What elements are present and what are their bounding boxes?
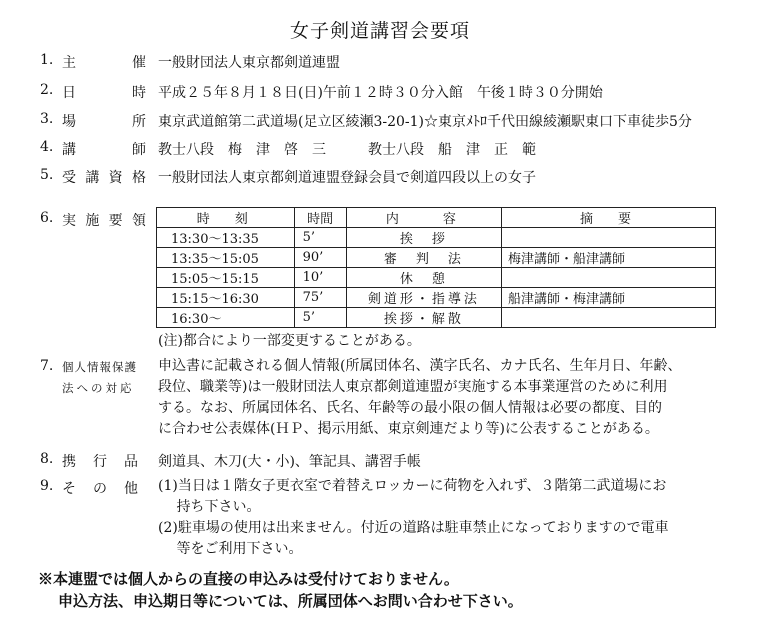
cell-minutes: 10’ <box>294 268 346 288</box>
cell-time: 15:05～15:15 <box>157 268 295 288</box>
item-label: そ の 他 <box>62 481 138 497</box>
cell-time: 16:30～ <box>157 308 295 328</box>
item-number: 7. <box>40 358 54 374</box>
other-notes: (1)当日は１階女子更衣室で着替えロッカーに荷物を入れず、３階第二武道場にお 持ち下さい。 (2)駐車場の使用は出来ません。付近の道路は駐車禁止になっておりますので電車 等をご利用下さい。 <box>158 478 669 557</box>
cell-content: 休 憩 <box>346 268 501 288</box>
cell-minutes: 5’ <box>294 228 346 248</box>
schedule-row <box>157 288 716 308</box>
item-label: 日 時 <box>62 85 146 101</box>
item-value: 平成２５年８月１８日(日)午前１２時３０分入館 午後１時３０分開始 <box>158 85 603 101</box>
belongings-value: 剣道具、木刀(大・小)、筆記具、講習手帳 <box>158 454 421 470</box>
item-value: 教士八段 梅 津 啓 三 教士八段 船 津 正 範 <box>158 142 536 158</box>
schedule-row <box>157 248 716 268</box>
cell-time: 13:35～15:05 <box>157 248 295 268</box>
schedule-row <box>157 268 716 288</box>
schedule-footnote: (注)都合により一部変更することがある。 <box>158 333 421 349</box>
cell-note <box>502 268 716 288</box>
header-time: 時 刻 <box>157 208 295 228</box>
item-number: 3. <box>40 111 54 127</box>
header-minutes: 時間 <box>294 208 346 228</box>
item-label: 受 講 資 格 <box>62 170 146 186</box>
item-value: 一般財団法人東京都剣道連盟 <box>158 55 340 71</box>
cell-note <box>502 308 716 328</box>
cell-note <box>502 228 716 248</box>
item-number: 9. <box>40 478 54 494</box>
item-label: 主 催 <box>62 55 146 71</box>
item-number: 1. <box>40 52 54 68</box>
item-label: 場 所 <box>62 114 146 130</box>
item-number: 2. <box>40 82 54 98</box>
item-value: 一般財団法人東京都剣道連盟登録会員で剣道四段以上の女子 <box>158 170 536 186</box>
item-label-line: 個人情報保護 <box>62 360 137 374</box>
schedule-row <box>157 228 716 248</box>
cell-content: 挨拶・解散 <box>346 308 501 328</box>
item-label-line: 法への対応 <box>62 381 135 395</box>
item-number: 8. <box>40 451 54 467</box>
privacy-text: 申込書に記載される個人情報(所属団体名、漢字氏名、カナ氏名、生年月日、年齢、 段位、職業等)は一般財団法人東京都剣道連盟が実施する本事業運営のために利用 する。なお、所属団体名、氏名、年齢等の最小限の個人情報は必要の都度、目的 に合わせ公表媒体(ＨＰ、掲示用紙、東京剣連だより等)に公表することがある。 <box>158 358 682 437</box>
schedule-header-row <box>157 208 716 228</box>
cell-note: 船津講師・梅津講師 <box>502 288 716 308</box>
schedule-row <box>157 308 716 328</box>
cell-minutes: 75’ <box>294 288 346 308</box>
cell-time: 13:30～13:35 <box>157 228 295 248</box>
schedule-table <box>156 207 716 328</box>
cell-note: 梅津講師・船津講師 <box>502 248 716 268</box>
cell-content: 審 判 法 <box>346 248 501 268</box>
header-content: 内 容 <box>346 208 501 228</box>
cell-content: 挨 拶 <box>346 228 501 248</box>
document-title: 女子剣道講習会要項 <box>289 20 470 42</box>
item-number: 6. <box>40 210 54 226</box>
header-note: 摘 要 <box>502 208 716 228</box>
item-number: 5. <box>40 167 54 183</box>
cell-minutes: 5’ <box>294 308 346 328</box>
item-number: 4. <box>40 139 54 155</box>
item-label: 実 施 要 領 <box>62 213 146 229</box>
notice-line: ※本連盟では個人からの直接の申込みは受付けておりません。 <box>38 570 459 588</box>
cell-content: 剣道形・指導法 <box>346 288 501 308</box>
notice-line: 申込方法、申込期日等については、所属団体へお問い合わせ下さい。 <box>58 592 523 610</box>
item-value: 東京武道館第二武道場(足立区綾瀬3-20-1)☆東京ﾒﾄﾛ千代田線綾瀬駅東口下車徒歩5分 <box>158 114 692 130</box>
cell-time: 15:15～16:30 <box>157 288 295 308</box>
item-label: 携 行 品 <box>62 454 138 470</box>
item-label: 講 師 <box>62 142 146 158</box>
cell-minutes: 90’ <box>294 248 346 268</box>
